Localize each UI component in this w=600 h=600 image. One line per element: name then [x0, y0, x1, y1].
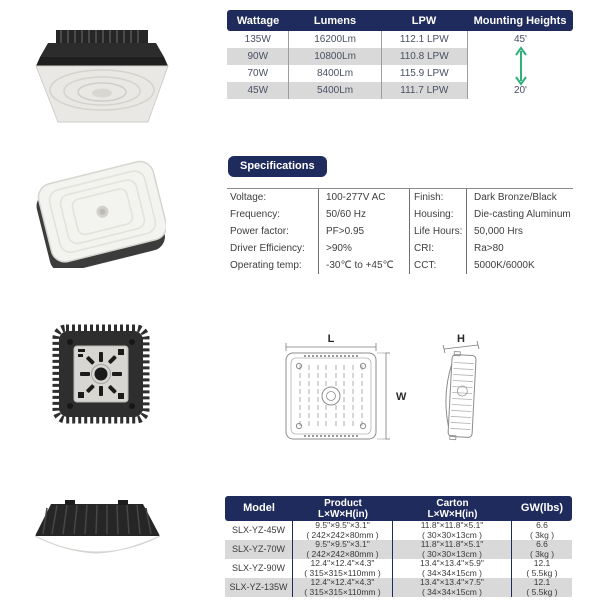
lpw-value: 112.1 LPW	[382, 31, 468, 48]
spec-row	[227, 206, 573, 223]
wattage-value: 70W	[227, 65, 289, 82]
wattage-value: 45W	[227, 82, 289, 99]
spec-label: CCT:	[410, 257, 467, 274]
table-row	[225, 521, 572, 540]
spec-label: Life Hours:	[410, 223, 467, 240]
header-wattage: Wattage	[236, 14, 280, 27]
spec-row	[227, 223, 573, 240]
header-model: Model	[243, 502, 275, 514]
product-size: 12.4"×12.4"×4.3" ( 315×315×110mm )	[293, 559, 393, 578]
dimension-height-label: H	[457, 333, 465, 345]
spec-value: Die-casting Aluminum	[474, 209, 571, 220]
performance-table-body	[227, 31, 573, 99]
lumens-value: 8400Lm	[289, 65, 381, 82]
dimension-width-label: W	[396, 391, 407, 403]
spec-value: 100-277V AC	[319, 189, 410, 206]
spec-value: PF>0.95	[319, 223, 410, 240]
carton-size: 13.4"×13.4"×7.5" ( 34×34×15cm )	[393, 578, 512, 597]
drawing-top-view	[282, 333, 432, 445]
spec-label: Voltage:	[227, 189, 319, 206]
spec-row	[227, 189, 573, 206]
wattage-value: 90W	[227, 48, 289, 65]
gross-weight: 12.1 ( 5.5kg )	[526, 558, 558, 578]
dimensions-table-header	[225, 496, 572, 521]
model-name: SLX-YZ-90W	[225, 559, 293, 578]
spec-label: Driver Efficiency:	[227, 240, 319, 257]
spec-value: 50,000 Hrs	[474, 226, 523, 237]
model-name: SLX-YZ-135W	[225, 578, 293, 597]
table-row	[225, 540, 572, 559]
table-row	[225, 578, 572, 597]
performance-table-header	[227, 10, 573, 31]
carton-size: 13.4"×13.4"×5.9" ( 34×34×15cm )	[393, 559, 512, 578]
dimensions-table	[225, 496, 572, 597]
carton-size: 11.8"×11.8"×5.1" ( 30×30×13cm )	[393, 540, 512, 559]
header-carton-size: Carton L×W×H(in)	[427, 497, 478, 520]
spec-row	[227, 257, 573, 274]
product-size: 9.5"×9.5"×3.1" ( 242×242×80mm )	[293, 540, 393, 559]
gross-weight: 6.6 ( 3kg )	[529, 520, 555, 540]
header-mounting-heights: Mounting Heights	[473, 14, 567, 27]
product-photo-angled	[28, 22, 170, 142]
spec-value: -30℃ to +45℃	[319, 257, 410, 274]
lumens-value: 16200Lm	[289, 31, 381, 48]
lpw-value: 115.9 LPW	[382, 65, 468, 82]
lpw-value: 110.8 LPW	[382, 48, 468, 65]
header-product-size: Product L×W×H(in)	[318, 497, 368, 520]
lumens-value: 5400Lm	[289, 82, 381, 99]
spec-label: Housing:	[410, 206, 467, 223]
spec-row	[227, 240, 573, 257]
spec-label: Frequency:	[227, 206, 319, 223]
wattage-value: 135W	[227, 31, 289, 48]
performance-table	[227, 10, 573, 99]
spec-label: CRI:	[410, 240, 467, 257]
specifications-table	[227, 188, 573, 274]
model-name: SLX-YZ-45W	[225, 521, 293, 540]
lumens-value: 10800Lm	[289, 48, 381, 65]
spec-label: Finish:	[410, 189, 467, 206]
spec-label: Power factor:	[227, 223, 319, 240]
spec-value: Ra>80	[474, 243, 504, 254]
spec-value: >90%	[319, 240, 410, 257]
mounting-height-max: 45'	[513, 34, 527, 45]
lpw-value: 111.7 LPW	[382, 82, 468, 99]
spec-value: 5000K/6000K	[474, 260, 535, 271]
header-lumens: Lumens	[313, 14, 357, 27]
product-size: 9.5"×9.5"×3.1" ( 242×242×80mm )	[293, 521, 393, 540]
dimension-length-label: L	[327, 333, 335, 345]
carton-size: 11.8"×11.8"×5.1" ( 30×30×13cm )	[393, 521, 512, 540]
product-photo-side	[25, 494, 170, 579]
drawing-side-view	[438, 331, 500, 443]
spec-value: 50/60 Hz	[319, 206, 410, 223]
specifications-title-badge: Specifications	[228, 156, 327, 177]
product-photo-lens-top	[36, 160, 166, 268]
gross-weight: 12.1 ( 5.5kg )	[526, 577, 558, 597]
gross-weight: 6.6 ( 3kg )	[529, 539, 555, 559]
product-size: 12.4"×12.4"×4.3" ( 315×315×110mm )	[293, 578, 393, 597]
mounting-height-arrow-icon	[514, 46, 528, 86]
product-photo-back-mount	[50, 322, 152, 426]
spec-label: Operating temp:	[227, 257, 319, 274]
table-row	[225, 559, 572, 578]
header-lpw: LPW	[411, 14, 437, 27]
spec-value: Dark Bronze/Black	[474, 192, 557, 203]
header-gross-weight: GW(lbs)	[520, 502, 564, 514]
model-name: SLX-YZ-70W	[225, 540, 293, 559]
mounting-height-min: 20'	[513, 85, 527, 96]
